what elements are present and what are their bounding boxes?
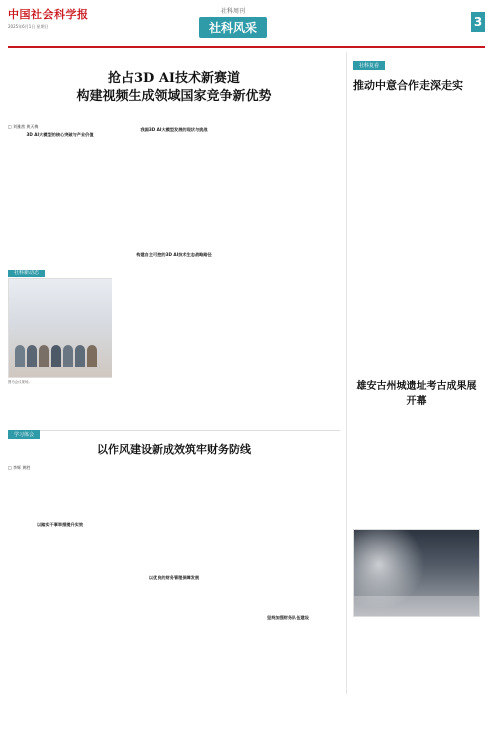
- right-title-2: 雄安古州城遗址考古成果展开幕: [356, 381, 477, 407]
- left-article-col-3: [236, 124, 340, 410]
- bottom-article: [8, 430, 340, 695]
- left-article-headline-line1: 抢占3D AI技术新赛道: [107, 71, 240, 86]
- bottom-article-headline: 以作风建设新成效筑牢财务防线: [97, 443, 251, 456]
- masthead: [8, 6, 485, 48]
- paper-title: 中国社会科学报: [8, 8, 89, 21]
- right-body-2: [353, 413, 480, 523]
- right-column: [346, 52, 486, 694]
- masthead-left: [8, 6, 148, 30]
- photo-tag-wrap: [8, 270, 45, 277]
- museum-photo-ribbon: [354, 596, 479, 616]
- bottom-article-columns: [8, 465, 340, 695]
- left-article-headline-line2: 构建视频生成领域国家竞争新优势: [76, 89, 272, 104]
- left-article-subhead-2: 我国3D AI大模型发展的现状与挑战: [140, 127, 208, 132]
- bottom-article-col-1: [8, 465, 112, 751]
- page-number: 3: [471, 12, 485, 32]
- column-title: 社科风采: [199, 17, 267, 38]
- left-article-col-2: [122, 124, 226, 410]
- bottom-article-subhead-1: 以踏实干事举措提升实效: [36, 522, 84, 528]
- left-article: [8, 52, 340, 412]
- bottom-article-byline: □ 李辉 黄胜: [8, 465, 31, 470]
- bottom-article-col-3: [236, 465, 340, 751]
- museum-photo: [353, 529, 480, 617]
- photo-tag: 社科新动态: [8, 270, 45, 277]
- left-article-byline: □ 刘雅茜 黄天梅: [8, 124, 39, 129]
- masthead-center: [158, 6, 308, 46]
- photo-person: [75, 345, 85, 367]
- left-article-photo: [8, 278, 112, 378]
- left-photo-caption: 图为会议现场。: [8, 380, 32, 384]
- photo-person: [27, 345, 37, 367]
- right-body-1: [353, 99, 480, 359]
- left-article-col-1: [8, 124, 112, 410]
- bottom-article-subhead-3: 坚持加强财务队伍建设: [267, 615, 309, 620]
- bottom-section-tag-wrap: [8, 421, 40, 440]
- left-article-subhead-1: 3D AI大模型的核心突破与产业价值: [26, 132, 94, 138]
- left-article-subhead-3: 构建自主可控的3D AI技术生态战略路径: [136, 252, 212, 258]
- bottom-article-subhead-2: 以优良的财务管理保障发展: [148, 575, 200, 580]
- photo-person: [39, 345, 49, 367]
- right-title-1: 推动中意合作走深走实: [353, 79, 463, 92]
- weekly-label: 社科周刊: [220, 8, 245, 15]
- photo-person: [87, 345, 97, 367]
- photo-person: [51, 345, 61, 367]
- photo-people: [15, 341, 107, 367]
- right-section-tag: 社科复看: [353, 61, 385, 70]
- photo-person: [15, 345, 25, 367]
- photo-person: [63, 345, 73, 367]
- bottom-section-tag: 学习体会: [8, 430, 40, 439]
- left-article-columns: [8, 124, 340, 410]
- bottom-article-col-2: [122, 465, 226, 751]
- left-article-headline: [8, 70, 340, 106]
- date-line: 2025年6月1日 星期日: [8, 24, 49, 29]
